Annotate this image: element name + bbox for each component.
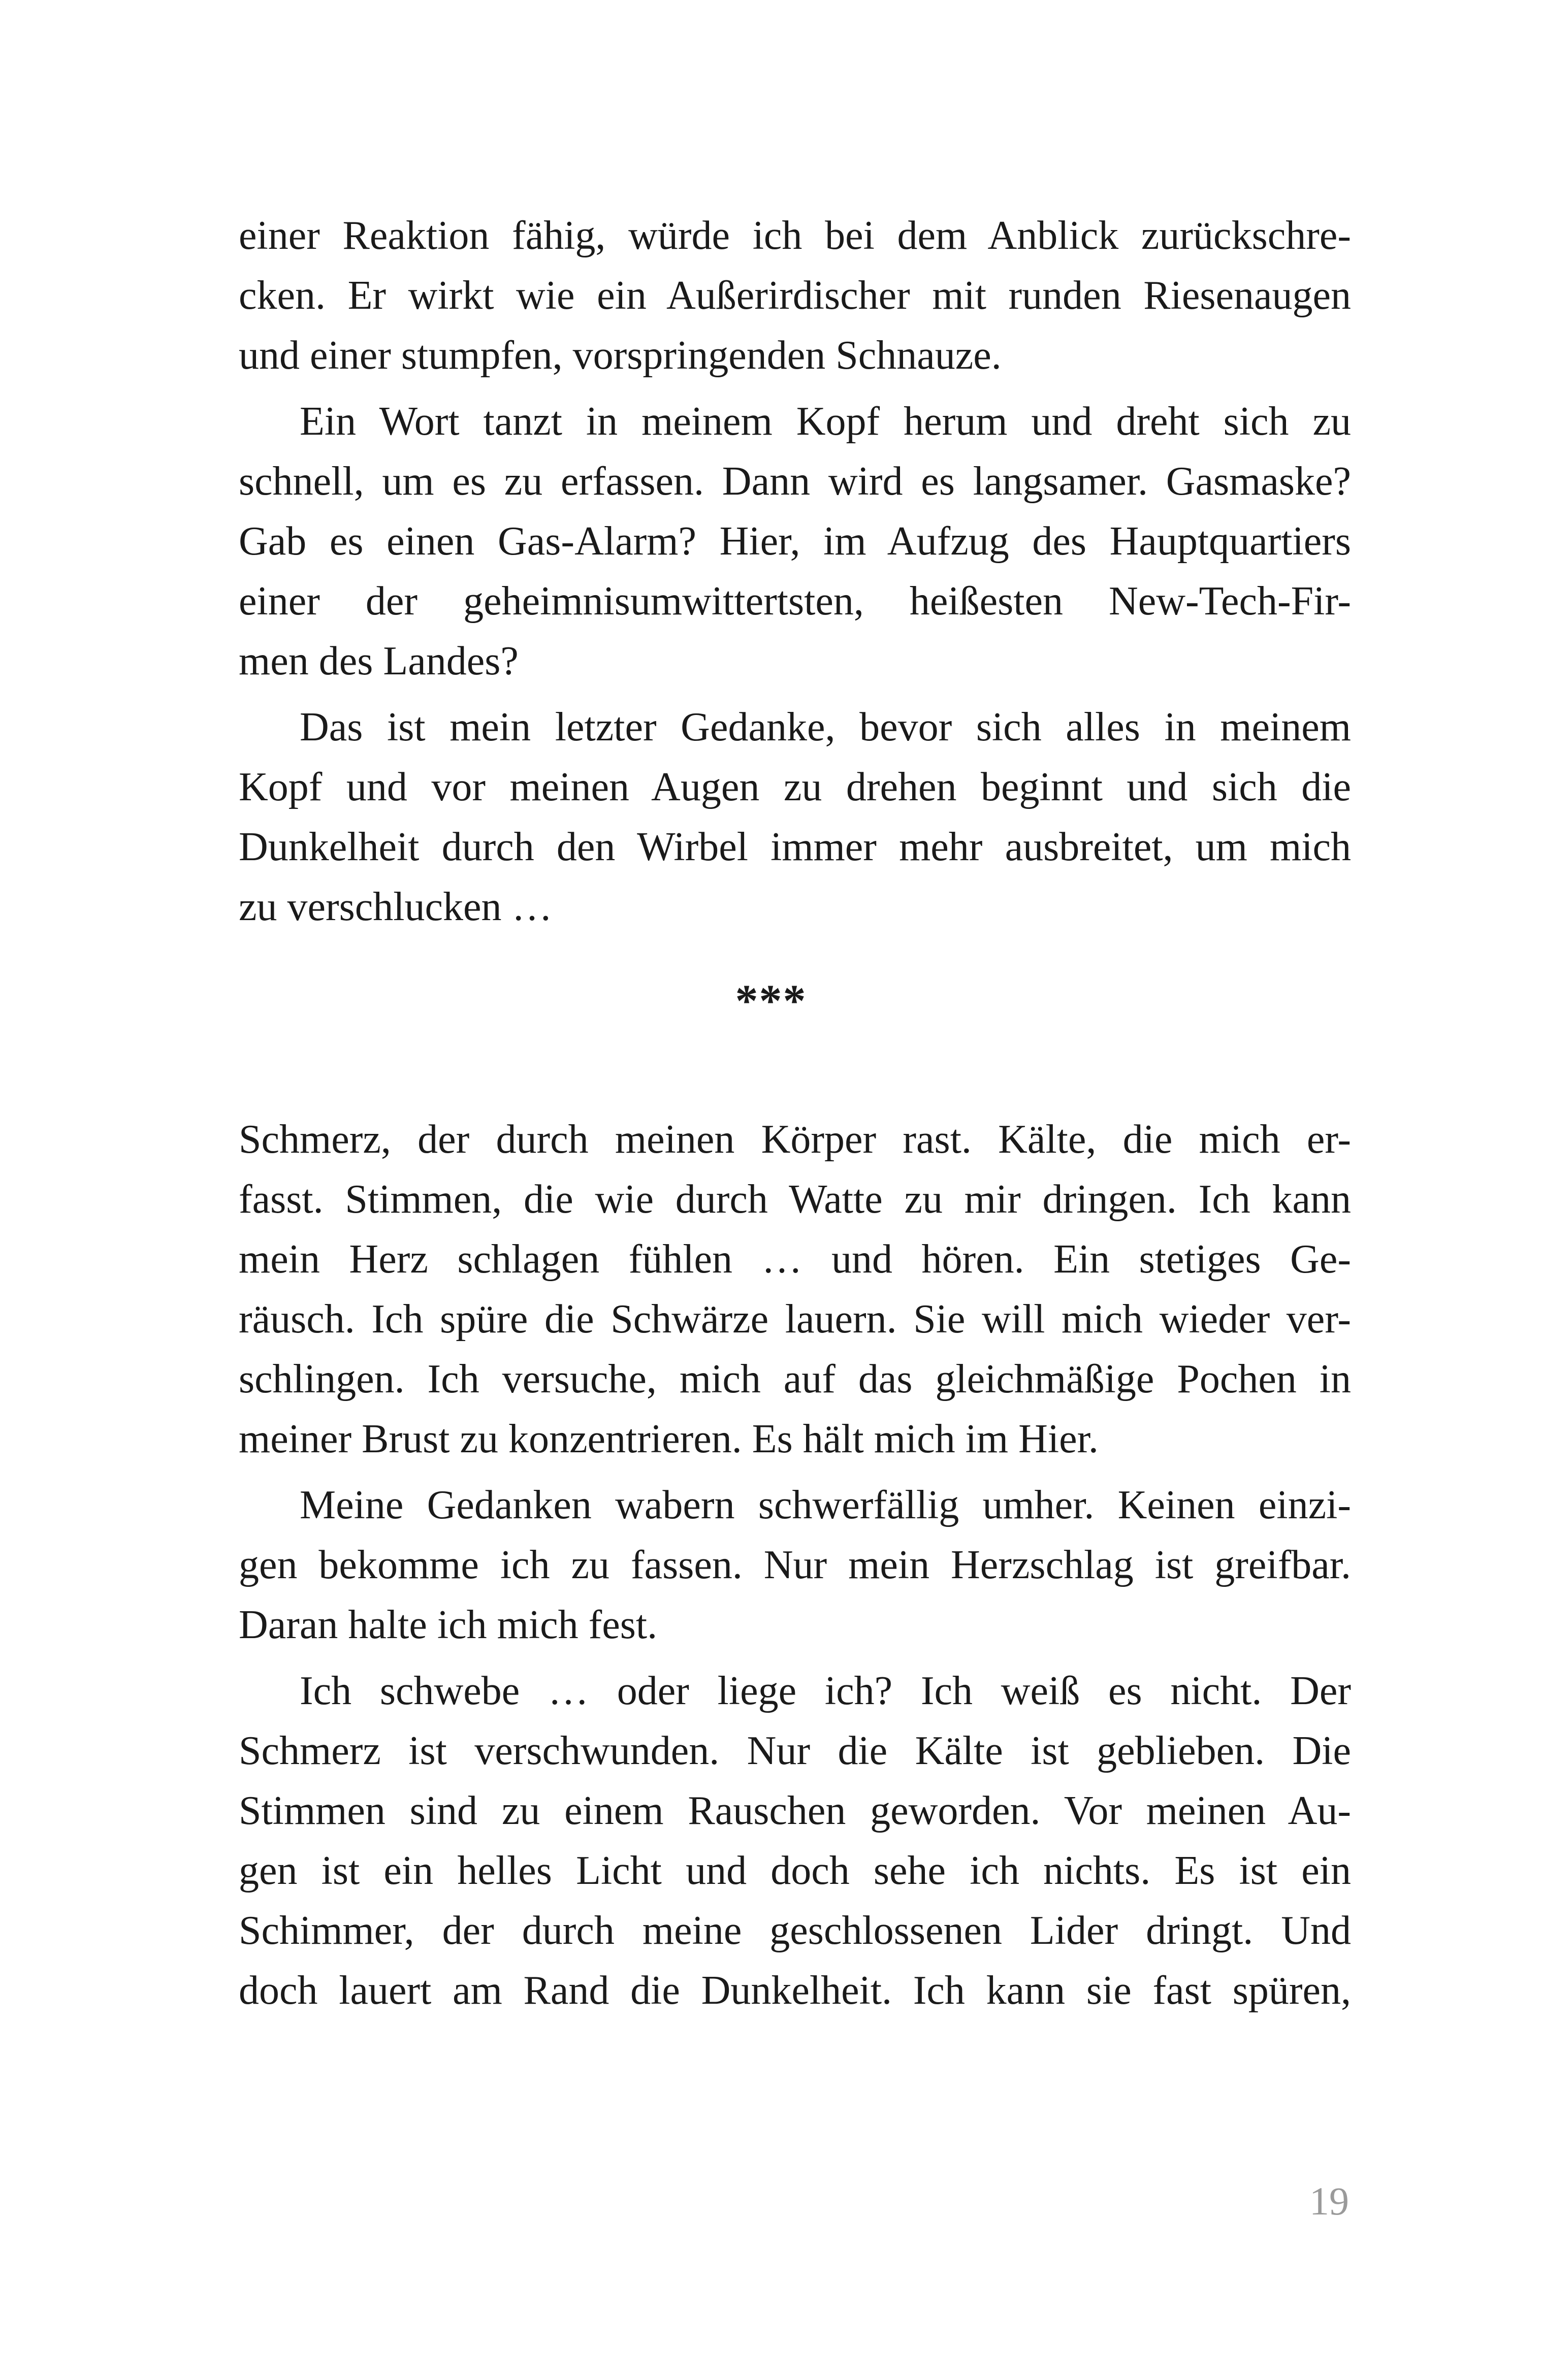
text-line: Ein Wort tanzt in meinem Kopf herum und dreht sich zu xyxy=(300,399,1351,444)
paragraph xyxy=(239,206,1351,385)
text-line: meiner Brust zu konzentrieren. Es hält mich im Hier. xyxy=(239,1417,1099,1461)
paragraph xyxy=(239,392,1351,691)
text-line: Kopf und vor meinen Augen zu drehen beginnt und sich die xyxy=(239,765,1351,809)
paragraph xyxy=(239,1110,1351,1469)
paragraph xyxy=(239,1475,1351,1655)
text-block-before-break xyxy=(239,206,1351,937)
text-line: Dunkelheit durch den Wirbel immer mehr ausbreitet, um mich xyxy=(239,825,1351,869)
text-line: gen bekomme ich zu fassen. Nur mein Herzschlag ist greifbar. xyxy=(239,1543,1351,1587)
text-line: cken. Er wirkt wie ein Außerirdischer mit runden Riesenaugen xyxy=(239,273,1351,318)
text-block-after-break xyxy=(239,1110,1351,2020)
paragraph xyxy=(239,1661,1351,2020)
text-line: Das ist mein letzter Gedanke, bevor sich alles in meinem xyxy=(300,705,1351,749)
text-line: mein Herz schlagen fühlen … und hören. Ein stetiges Ge- xyxy=(239,1237,1351,1282)
text-line: Schimmer, der durch meine geschlossenen Lider dringt. Und xyxy=(239,1908,1351,1953)
text-line: Stimmen sind zu einem Rauschen geworden. Vor meinen Au- xyxy=(239,1788,1351,1833)
text-line: einer Reaktion fähig, würde ich bei dem Anblick zurückschre- xyxy=(239,213,1351,258)
text-line: schnell, um es zu erfassen. Dann wird es langsamer. Gasmaske? xyxy=(239,459,1351,504)
text-line: einer der geheimnisumwittertsten, heißesten New-Tech-Fir- xyxy=(239,579,1351,624)
text-line: Schmerz ist verschwunden. Nur die Kälte ist geblieben. Die xyxy=(239,1729,1351,1773)
page-number: 19 xyxy=(1309,2179,1349,2223)
text-line: Daran halte ich mich fest. xyxy=(239,1603,658,1647)
text-line: Schmerz, der durch meinen Körper rast. Kälte, die mich er- xyxy=(239,1117,1351,1162)
text-line: fasst. Stimmen, die wie durch Watte zu mir dringen. Ich kann xyxy=(239,1177,1351,1222)
text-line: räusch. Ich spüre die Schwärze lauern. Sie will mich wieder ver- xyxy=(239,1297,1351,1342)
text-line: schlingen. Ich versuche, mich auf das gleichmäßige Pochen in xyxy=(239,1357,1351,1401)
text-line: men des Landes? xyxy=(239,639,519,683)
text-line: Gab es einen Gas-Alarm? Hier, im Aufzug des Hauptquartiers xyxy=(239,519,1351,564)
text-line: zu verschlucken … xyxy=(239,885,553,929)
text-line: gen ist ein helles Licht und doch sehe ich nichts. Es ist ein xyxy=(239,1848,1351,1893)
text-line: und einer stumpfen, vorspringenden Schnauze. xyxy=(239,333,1002,378)
paragraph xyxy=(239,697,1351,937)
scene-break: *** xyxy=(735,976,807,1026)
text-line: Meine Gedanken wabern schwerfällig umher. Keinen einzi- xyxy=(300,1483,1351,1527)
text-line: Ich schwebe … oder liege ich? Ich weiß es nicht. Der xyxy=(300,1669,1351,1713)
text-line: doch lauert am Rand die Dunkelheit. Ich kann sie fast spüren, xyxy=(239,1968,1351,2013)
